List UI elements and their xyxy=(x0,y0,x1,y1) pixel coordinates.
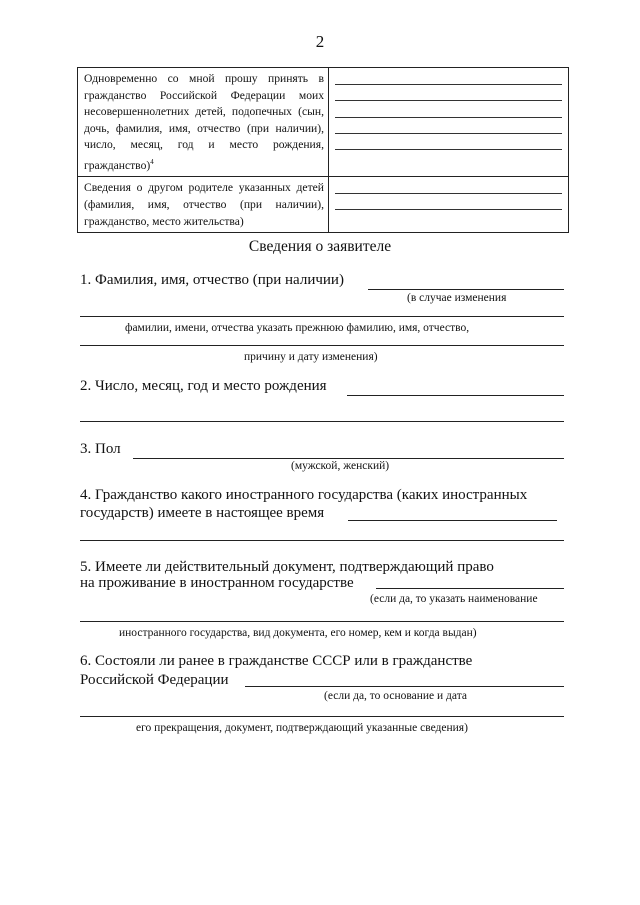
question-4-line-1: 4. Гражданство какого иностранного государства (каких иностранных xyxy=(80,487,528,503)
question-5-note-b: иностранного государства, вид документа, его номер, кем и когда выдан) xyxy=(119,627,477,639)
residence-document-field[interactable] xyxy=(376,588,564,589)
question-6-line-1: 6. Состояли ли ранее в гражданстве СССР или в гражданстве xyxy=(80,653,473,669)
citizenship-field[interactable] xyxy=(348,520,557,521)
ussr-citizenship-field-2[interactable] xyxy=(80,716,564,717)
citizenship-field-2[interactable] xyxy=(80,540,564,541)
page-number: 2 xyxy=(315,32,325,51)
question-5-note-a: (если да, то указать наименование xyxy=(370,593,538,605)
sex-field[interactable] xyxy=(133,458,564,459)
table-row xyxy=(78,177,569,233)
question-1-note-a: (в случае изменения xyxy=(407,292,507,304)
section-title: Сведения о заявителе xyxy=(248,238,392,255)
question-6-line-2: Российской Федерации xyxy=(80,672,229,688)
question-1: 1. Фамилия, имя, отчество (при наличии) xyxy=(80,272,344,288)
birth-date-place-field-2[interactable] xyxy=(80,421,564,422)
name-change-field[interactable] xyxy=(80,345,564,346)
previous-name-field[interactable] xyxy=(80,316,564,317)
question-1-note-c: причину и дату изменения) xyxy=(244,351,378,363)
other-parent-label xyxy=(78,177,329,233)
other-parent-label-text: Сведения о другом родителе указанных детей (фамилия, имя, отчество (при наличии), гражданство, место жительства) xyxy=(84,181,324,228)
question-3: 3. Пол xyxy=(80,441,121,457)
question-6-note-b: его прекращения, документ, подтверждающий указанные сведения) xyxy=(136,722,468,734)
children-label-text: Одновременно со мной прошу принять в гражданство Российской Федерации моих несовершеннолетних детей, подопечных (сын, дочь, фамилия, имя, отчество (при наличии), число, месяц, год и место рождения, гражданство) xyxy=(84,72,324,172)
question-6-note-a: (если да, то основание и дата xyxy=(324,690,467,702)
question-5-line-2: на проживание в иностранном государстве xyxy=(80,575,354,591)
ussr-citizenship-field[interactable] xyxy=(245,686,564,687)
question-1-note-b: фамилии, имени, отчества указать прежнюю фамилию, имя, отчество, xyxy=(125,322,470,334)
children-label xyxy=(78,68,329,177)
table-row xyxy=(78,68,569,177)
question-3-note: (мужской, женский) xyxy=(291,460,390,472)
children-table xyxy=(77,67,569,233)
residence-document-field-2[interactable] xyxy=(80,621,564,622)
question-5-line-1: 5. Имеете ли действительный документ, подтверждающий право xyxy=(80,559,494,575)
question-4-line-2: государств) имеете в настоящее время xyxy=(80,505,325,521)
question-2: 2. Число, месяц, год и место рождения xyxy=(80,378,327,394)
other-parent-answer-field[interactable] xyxy=(329,177,569,233)
footnote-marker: 4 xyxy=(150,157,154,166)
full-name-field[interactable] xyxy=(368,289,564,290)
birth-date-place-field[interactable] xyxy=(347,395,564,396)
children-answer-field[interactable] xyxy=(329,68,569,177)
